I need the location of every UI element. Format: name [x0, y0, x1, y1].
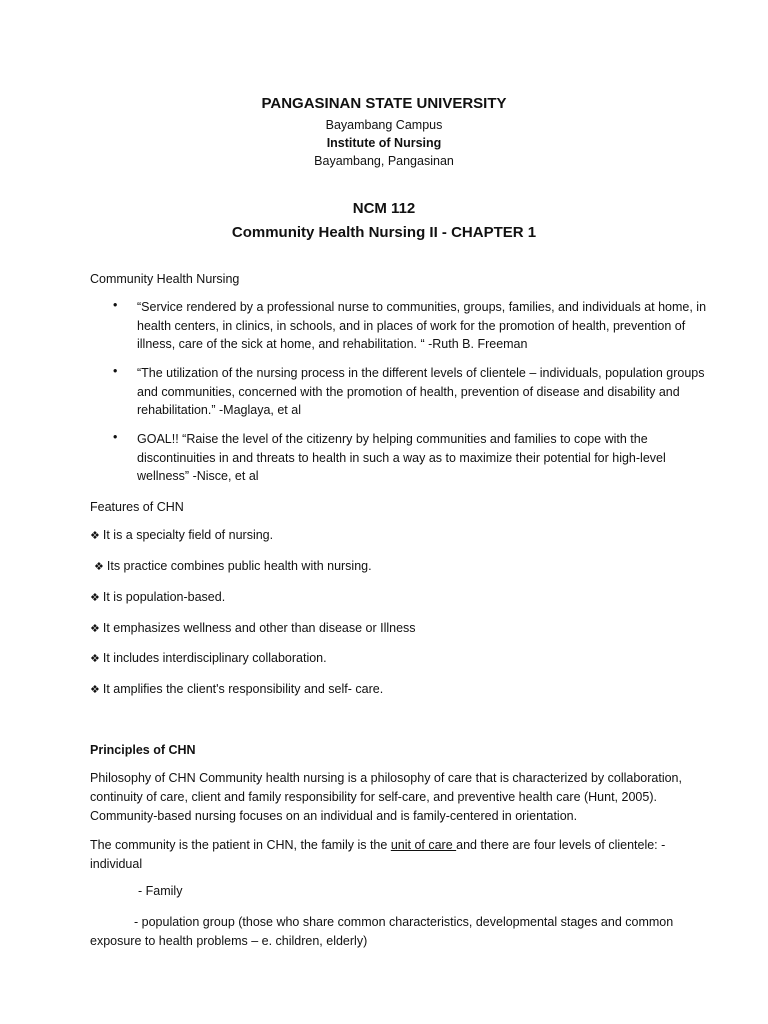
feature-text: It emphasizes wellness and other than disease or Illness: [102, 621, 416, 635]
diamond-bullet-icon: ❖: [94, 561, 104, 573]
feature-text: It amplifies the client's responsibility and self- care.: [102, 682, 384, 696]
unit-of-care: unit of care: [390, 838, 457, 852]
campus-name: Bayambang Campus: [325, 118, 443, 132]
diamond-bullet-icon: ❖: [90, 530, 100, 542]
features-heading: Features of CHN: [90, 500, 184, 514]
bullet-icon: •: [113, 298, 118, 312]
clientele-paragraph: [90, 836, 710, 874]
bullet-icon: •: [113, 364, 118, 378]
university-name: PANGASINAN STATE UNIVERSITY: [261, 95, 507, 112]
course-code: NCM 112: [352, 200, 416, 217]
chn-heading: Community Health Nursing: [90, 272, 240, 286]
definition-maglaya: “The utilization of the nursing process in the different levels of clientele – individuals, population groups and communities, concerned with the promotion of health, prevention of disease and disability and rehabilitation.” -Maglaya, et al: [137, 366, 705, 417]
feature-text: It is population-based.: [102, 590, 226, 604]
definition-freeman: “Service rendered by a professional nurse to communities, groups, families, and individuals at home, in health centers, in clinics, in schools, and in places of work for the promotion of health, prevention of illness, care of the sick at home, and rehabilitation. “ -Ruth B. Freeman: [137, 300, 707, 351]
goal-statement: GOAL!! “Raise the level of the citizenry by helping communities and families to cope with the discontinuities in and threats to health in such a way as to maximize their potential for high-level wellness” -Nisce, et al: [137, 432, 666, 483]
feature-item: [90, 682, 383, 696]
course-title: Community Health Nursing II - CHAPTER 1: [231, 224, 537, 241]
philosophy-paragraph: Philosophy of CHN Community health nursing is a philosophy of care that is characterized by collaboration, continuity of care, client and family responsibility for self-care, and preventive health care (Hunt, 2005). Community-based nursing focuses on an individual and is family-centered in orientation.: [90, 771, 682, 823]
clientele-text-end: and there are four levels of clientele: - individual: [90, 838, 666, 871]
feature-item: [90, 590, 225, 604]
level-population-group: - population group (those who share common characteristics, developmental stages and common exposure to health problems – e. children, elderly): [90, 915, 674, 948]
feature-text: It is a specialty field of nursing.: [102, 528, 274, 542]
diamond-bullet-icon: ❖: [90, 684, 100, 696]
feature-item: [94, 559, 372, 573]
principles-heading: Principles of CHN: [90, 743, 196, 757]
diamond-bullet-icon: ❖: [90, 592, 100, 604]
diamond-bullet-icon: ❖: [90, 653, 100, 665]
location: Bayambang, Pangasinan: [314, 154, 454, 168]
feature-text: It includes interdisciplinary collaboration.: [102, 651, 327, 665]
feature-item: [90, 651, 327, 665]
feature-item: [90, 621, 416, 635]
bullet-icon: •: [113, 430, 118, 444]
feature-text: Its practice combines public health with nursing.: [106, 559, 372, 573]
clientele-text-start: The community is the patient in CHN, the family is the: [90, 838, 391, 852]
feature-item: [90, 528, 273, 542]
level-family: - Family: [138, 884, 183, 898]
institute-name: Institute of Nursing: [326, 136, 442, 150]
diamond-bullet-icon: ❖: [90, 623, 100, 635]
